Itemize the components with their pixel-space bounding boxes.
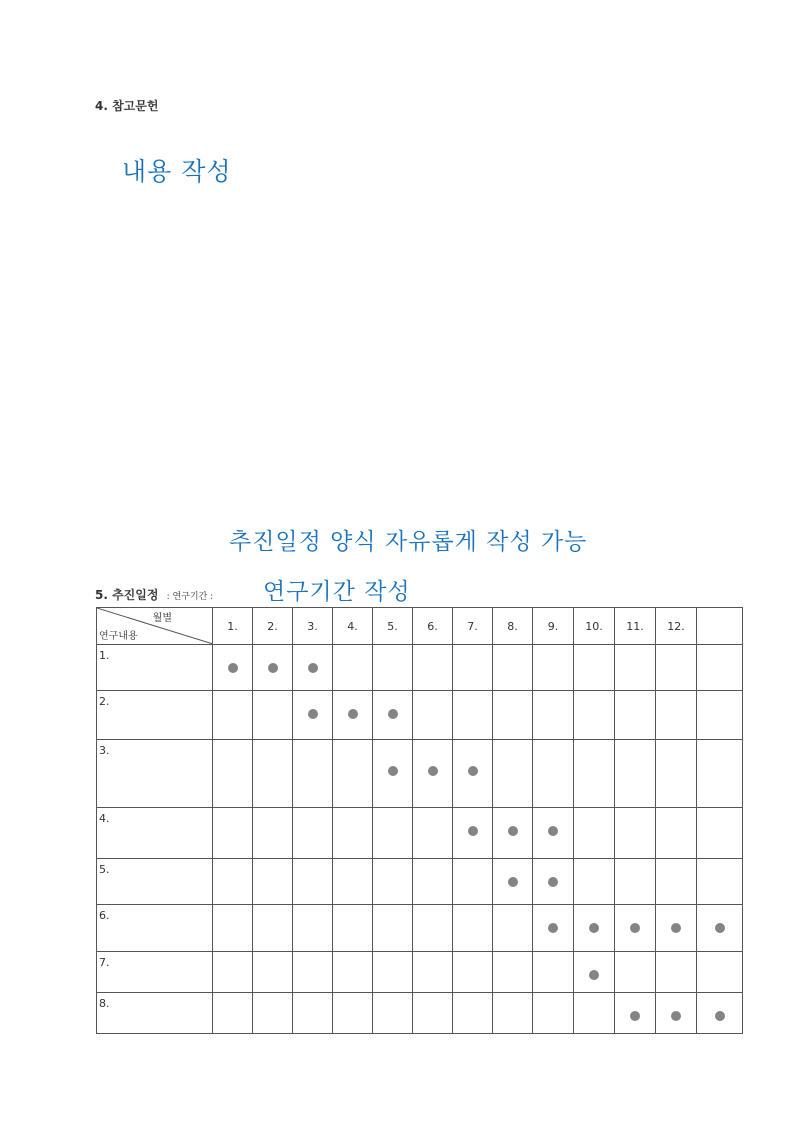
schedule-cell [253,905,293,952]
corner-cell [97,608,213,645]
schedule-cell [373,859,413,905]
schedule-cell [413,859,453,905]
schedule-cell [333,740,373,808]
month-header-row [97,608,743,645]
schedule-cell [413,905,453,952]
schedule-cell [656,859,697,905]
corner-month-label: 월별 [152,613,172,624]
schedule-cell [656,993,697,1034]
schedule-cell [373,905,413,952]
task-label: 8. [97,993,213,1034]
schedule-cell [574,808,615,859]
schedule-mark [428,766,438,776]
schedule-mark [308,663,318,673]
schedule-mark [228,663,238,673]
schedule-cell [574,691,615,740]
schedule-cell [697,808,743,859]
schedule-mark [671,1011,681,1021]
schedule-cell [293,808,333,859]
schedule-cell [656,808,697,859]
section-4-heading: 4. 참고문헌 [95,99,159,113]
schedule-mark [715,923,725,933]
schedule-cell [615,645,656,691]
schedule-cell [373,808,413,859]
schedule-mark [589,923,599,933]
schedule-cell [293,691,333,740]
research-period-instruction: 연구기간 작성 [263,579,411,605]
schedule-cell [333,691,373,740]
schedule-cell [453,905,493,952]
task-label: 7. [97,952,213,993]
schedule-cell [253,859,293,905]
month-header-3: 3. [293,608,333,645]
schedule-cell [333,952,373,993]
schedule-cell [453,808,493,859]
month-header-9: 9. [533,608,574,645]
schedule-cell [656,952,697,993]
schedule-cell [697,952,743,993]
schedule-cell [453,993,493,1034]
schedule-cell [213,740,253,808]
task-label: 4. [97,808,213,859]
schedule-mark [589,970,599,980]
schedule-mark [268,663,278,673]
task-label: 5. [97,859,213,905]
task-label: 6. [97,905,213,952]
schedule-mark [630,1011,640,1021]
schedule-cell [533,808,574,859]
schedule-cell [533,993,574,1034]
schedule-cell [493,740,533,808]
schedule-cell [615,691,656,740]
schedule-cell [413,993,453,1034]
month-header-7: 7. [453,608,493,645]
schedule-cell [373,740,413,808]
schedule-mark [630,923,640,933]
schedule-cell [373,993,413,1034]
schedule-cell [413,808,453,859]
schedule-cell [656,905,697,952]
schedule-mark [548,877,558,887]
schedule-cell [453,952,493,993]
schedule-cell [574,859,615,905]
schedule-cell [453,740,493,808]
schedule-cell [697,691,743,740]
schedule-mark [508,826,518,836]
task-label: 1. [97,645,213,691]
schedule-cell [533,952,574,993]
schedule-cell [493,645,533,691]
task-row [97,952,743,993]
schedule-cell [453,859,493,905]
schedule-mark [671,923,681,933]
schedule-cell [574,905,615,952]
schedule-cell [697,905,743,952]
schedule-cell [213,645,253,691]
schedule-cell [533,691,574,740]
schedule-cell [253,645,293,691]
section-4-instruction: 내용 작성 [122,157,232,186]
task-row [97,691,743,740]
schedule-cell [656,691,697,740]
schedule-cell [253,691,293,740]
schedule-cell [333,645,373,691]
schedule-cell [333,808,373,859]
schedule-cell [213,691,253,740]
schedule-cell [413,645,453,691]
task-row [97,740,743,808]
schedule-mark [388,766,398,776]
schedule-cell [213,952,253,993]
month-header-1: 1. [213,608,253,645]
task-label: 3. [97,740,213,808]
schedule-cell [293,952,333,993]
schedule-cell [533,740,574,808]
schedule-cell [333,859,373,905]
schedule-cell [213,859,253,905]
schedule-cell [253,993,293,1034]
schedule-cell [253,952,293,993]
schedule-cell [453,645,493,691]
schedule-cell [574,993,615,1034]
schedule-cell [413,952,453,993]
schedule-mark [548,826,558,836]
schedule-format-instruction: 추진일정 양식 자유롭게 작성 가능 [229,529,588,555]
month-header-10: 10. [574,608,615,645]
schedule-cell [697,645,743,691]
schedule-mark [548,923,558,933]
schedule-cell [333,905,373,952]
schedule-cell [453,691,493,740]
schedule-cell [697,993,743,1034]
schedule-cell [656,645,697,691]
schedule-cell [213,905,253,952]
schedule-cell [373,691,413,740]
schedule-cell [533,905,574,952]
schedule-cell [253,808,293,859]
schedule-cell [493,691,533,740]
month-header-12: 12. [656,608,697,645]
schedule-cell [253,740,293,808]
schedule-mark [715,1011,725,1021]
schedule-cell [615,740,656,808]
section-5-heading [95,586,213,603]
schedule-mark [348,709,358,719]
schedule-mark [388,709,398,719]
schedule-cell [493,952,533,993]
task-row [97,808,743,859]
schedule-cell [697,859,743,905]
schedule-cell [656,740,697,808]
schedule-cell [493,859,533,905]
task-row [97,859,743,905]
schedule-cell [213,808,253,859]
schedule-cell [213,993,253,1034]
schedule-table [96,607,743,1034]
schedule-cell [615,952,656,993]
schedule-cell [413,691,453,740]
schedule-cell [574,645,615,691]
schedule-cell [293,859,333,905]
schedule-cell [293,993,333,1034]
schedule-cell [615,808,656,859]
schedule-cell [373,645,413,691]
schedule-mark [468,766,478,776]
month-header-8: 8. [493,608,533,645]
schedule-cell [413,740,453,808]
month-header-11: 11. [615,608,656,645]
schedule-cell [574,952,615,993]
month-header-2: 2. [253,608,293,645]
schedule-cell [333,993,373,1034]
month-header-6: 6. [413,608,453,645]
corner-content-label: 연구내용 [99,631,138,642]
schedule-cell [293,905,333,952]
schedule-cell [493,905,533,952]
research-period-label: : 연구기간 : [166,592,214,602]
task-row [97,905,743,952]
schedule-cell [615,859,656,905]
schedule-mark [468,826,478,836]
month-header-13 [697,608,743,645]
task-row [97,645,743,691]
schedule-mark [308,709,318,719]
schedule-cell [373,952,413,993]
month-header-5: 5. [373,608,413,645]
schedule-table-body [97,608,743,1034]
schedule-cell [615,905,656,952]
schedule-cell [615,993,656,1034]
schedule-cell [533,645,574,691]
schedule-cell [533,859,574,905]
schedule-mark [508,877,518,887]
task-label: 2. [97,691,213,740]
schedule-cell [574,740,615,808]
section-5-title: 5. 추진일정 [95,588,159,602]
schedule-cell [697,740,743,808]
schedule-cell [493,993,533,1034]
schedule-cell [493,808,533,859]
schedule-cell [293,740,333,808]
month-header-4: 4. [333,608,373,645]
schedule-cell [293,645,333,691]
task-row [97,993,743,1034]
